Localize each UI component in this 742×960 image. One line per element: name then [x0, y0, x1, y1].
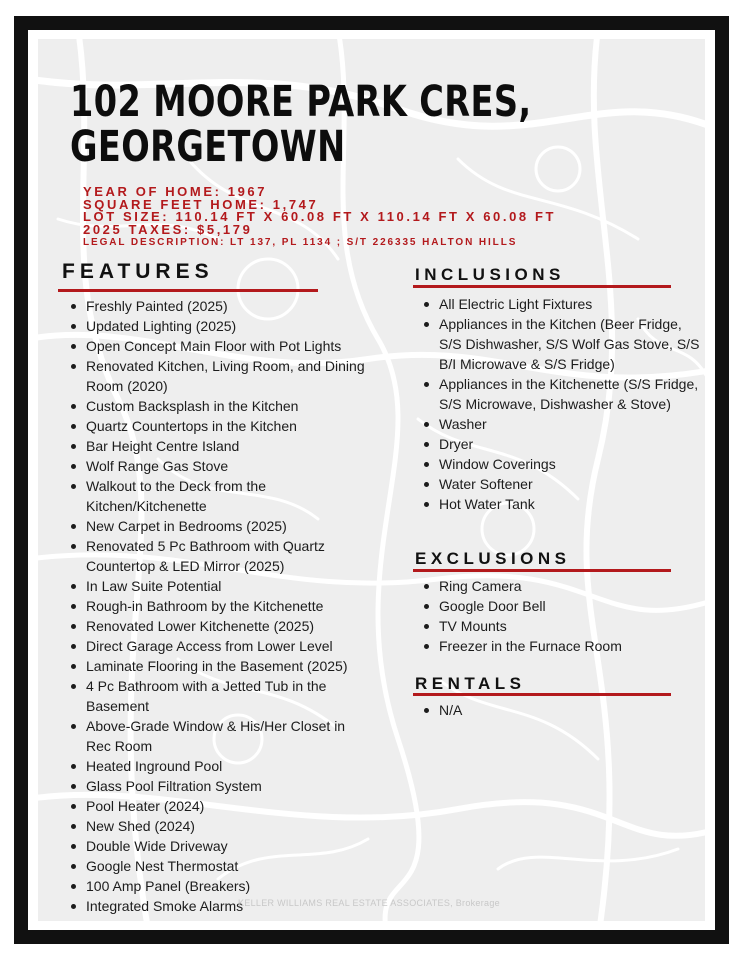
list-item: New Shed (2024) — [68, 816, 368, 836]
address-line-1: 102 MOORE PARK CRES, — [70, 77, 532, 127]
exclusions-divider — [413, 569, 671, 572]
list-item: Window Coverings — [421, 454, 701, 474]
list-item: Water Softener — [421, 474, 701, 494]
list-item: Bar Height Centre Island — [68, 436, 368, 456]
list-item: Double Wide Driveway — [68, 836, 368, 856]
list-item: Custom Backsplash in the Kitchen — [68, 396, 368, 416]
list-item: Open Concept Main Floor with Pot Lights — [68, 336, 368, 356]
features-divider — [58, 289, 318, 292]
list-item: Renovated Lower Kitchenette (2025) — [68, 616, 368, 636]
inclusions-list — [421, 294, 701, 514]
list-item: Walkout to the Deck from the Kitchen/Kitchenette — [68, 476, 368, 516]
brokerage-watermark: KELLER WILLIAMS REAL ESTATE ASSOCIATES, Brokerage — [238, 898, 500, 908]
features-heading: FEATURES — [62, 260, 214, 283]
list-item: New Carpet in Bedrooms (2025) — [68, 516, 368, 536]
list-item: Pool Heater (2024) — [68, 796, 368, 816]
list-item: Direct Garage Access from Lower Level — [68, 636, 368, 656]
list-item: Freshly Painted (2025) — [68, 296, 368, 316]
exclusions-list — [421, 576, 691, 656]
list-item: Renovated Kitchen, Living Room, and Dining Room (2020) — [68, 356, 368, 396]
year-of-home: YEAR OF HOME: 1967 — [83, 184, 268, 199]
address-line-2: GEORGETOWN — [70, 122, 346, 172]
list-item: Updated Lighting (2025) — [68, 316, 368, 336]
list-item: Ring Camera — [421, 576, 691, 596]
list-item: Appliances in the Kitchenette (S/S Fridge, S/S Microwave, Dishwasher & Stove) — [421, 374, 701, 414]
taxes: 2025 TAXES: $5,179 — [83, 221, 253, 237]
list-item: Wolf Range Gas Stove — [68, 456, 368, 476]
rentals-heading: RENTALS — [415, 674, 526, 693]
list-item: 100 Amp Panel (Breakers) — [68, 876, 368, 896]
list-item: Integrated Smoke Alarms — [68, 896, 368, 916]
list-item: Hot Water Tank — [421, 494, 701, 514]
inclusions-divider — [413, 285, 671, 288]
features-list — [68, 296, 368, 916]
list-item: N/A — [421, 700, 691, 720]
list-item: All Electric Light Fixtures — [421, 294, 701, 314]
list-item: Above-Grade Window & His/Her Closet in Rec Room — [68, 716, 368, 756]
square-feet: SQUARE FEET HOME: 1,747 — [83, 196, 319, 212]
list-item: TV Mounts — [421, 616, 691, 636]
exclusions-heading: EXCLUSIONS — [415, 549, 571, 568]
list-item: Heated Inground Pool — [68, 756, 368, 776]
list-item: Quartz Countertops in the Kitchen — [68, 416, 368, 436]
list-item: Google Nest Thermostat — [68, 856, 368, 876]
property-address-title — [70, 77, 532, 172]
property-facts — [83, 186, 556, 249]
list-item: Laminate Flooring in the Basement (2025) — [68, 656, 368, 676]
rentals-divider — [413, 693, 671, 696]
list-item: Washer — [421, 414, 701, 434]
list-item: Renovated 5 Pc Bathroom with Quartz Countertop & LED Mirror (2025) — [68, 536, 368, 576]
rentals-list — [421, 700, 691, 720]
legal-description: LEGAL DESCRIPTION: LT 137, PL 1134 ; S/T 226335 HALTON HILLS — [83, 237, 518, 248]
list-item: 4 Pc Bathroom with a Jetted Tub in the Basement — [68, 676, 368, 716]
list-item: Dryer — [421, 434, 701, 454]
list-item: In Law Suite Potential — [68, 576, 368, 596]
list-item: Freezer in the Furnace Room — [421, 636, 691, 656]
list-item: Glass Pool Filtration System — [68, 776, 368, 796]
list-item: Appliances in the Kitchen (Beer Fridge, S/S Dishwasher, S/S Wolf Gas Stove, S/S B/I Microwave & S/S Fridge) — [421, 314, 701, 374]
list-item: Google Door Bell — [421, 596, 691, 616]
lot-size: LOT SIZE: 110.14 FT X 60.08 FT X 110.14 FT X 60.08 FT — [83, 209, 557, 224]
list-item: Rough-in Bathroom by the Kitchenette — [68, 596, 368, 616]
inclusions-heading: INCLUSIONS — [415, 265, 565, 284]
